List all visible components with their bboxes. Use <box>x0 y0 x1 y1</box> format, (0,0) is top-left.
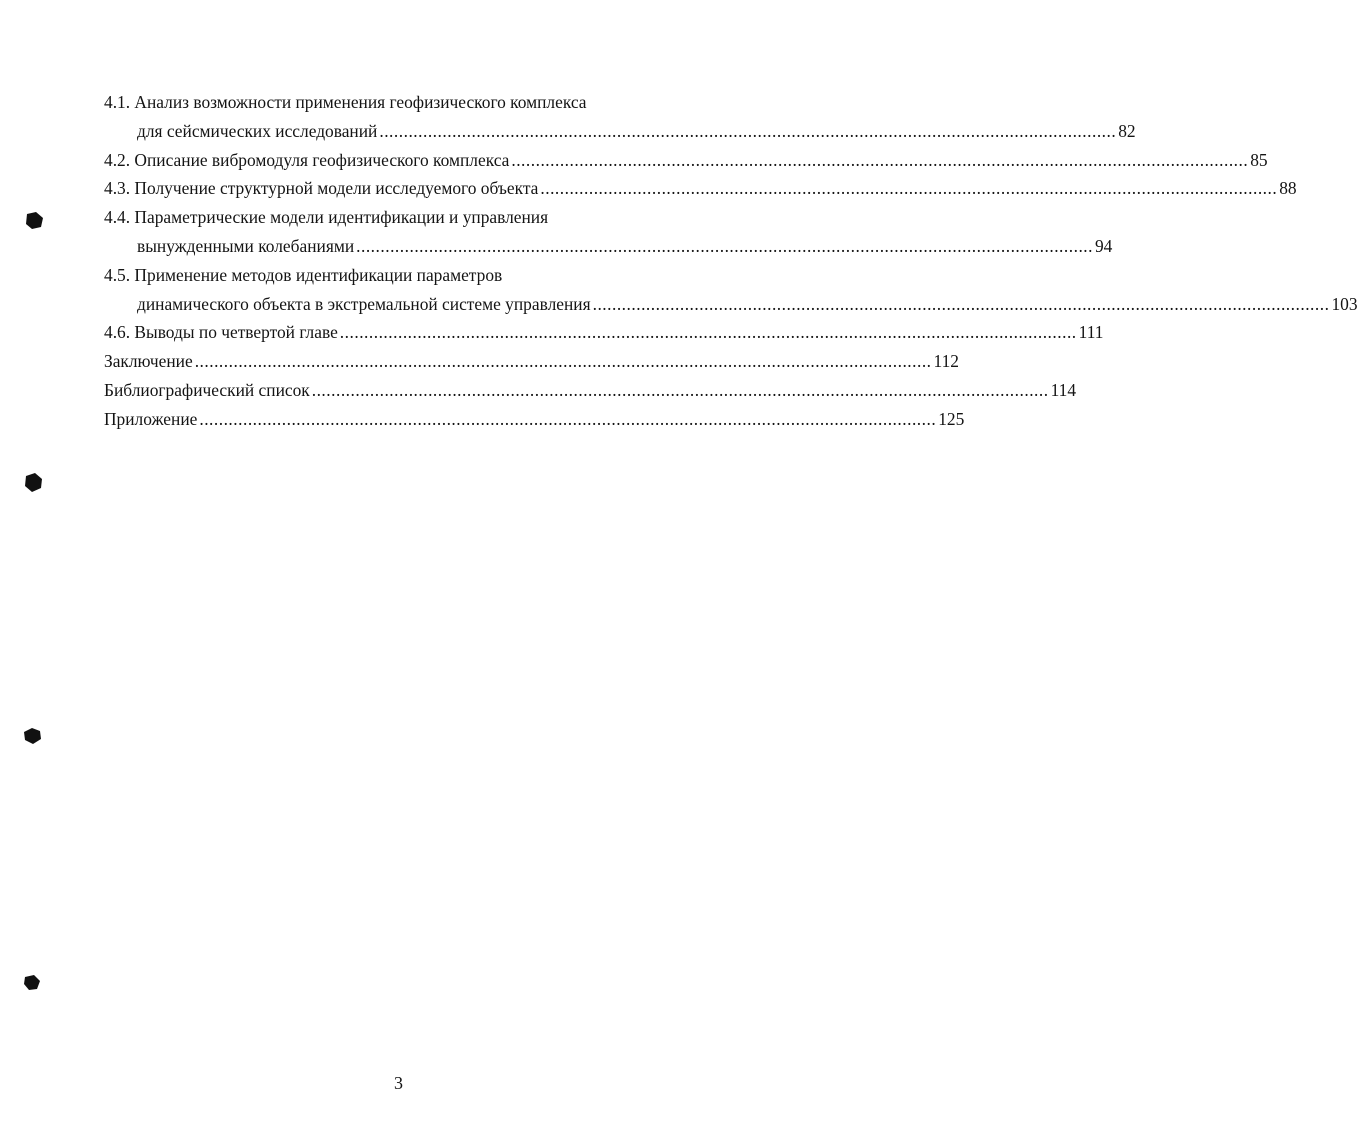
toc-entry-4-4[interactable] <box>104 232 1113 261</box>
binder-hole-3 <box>20 725 44 747</box>
leader-dots: ........................................................................................................................................................ <box>194 351 932 372</box>
leader-dots: ........................................................................................................................................................ <box>540 178 1278 199</box>
toc-entry-4-4-heading <box>104 203 758 232</box>
leader-dots: ........................................................................................................................................................ <box>339 322 1077 343</box>
toc-page-number: 112 <box>933 351 959 372</box>
binder-hole-2 <box>20 470 46 496</box>
leader-dots: ........................................................................................................................................................ <box>356 235 1093 256</box>
table-of-contents <box>104 88 1358 434</box>
toc-page-number: 111 <box>1078 322 1104 343</box>
toc-entry-title: Приложение <box>104 408 198 429</box>
toc-entry-title: вынужденными колебаниями <box>137 235 355 256</box>
toc-entry-4-2[interactable] <box>104 146 1268 175</box>
toc-entry-4-5[interactable] <box>104 290 1358 319</box>
toc-entry-title: 4.6. Выводы по четвертой главе <box>104 322 338 343</box>
toc-page-number: 88 <box>1279 178 1297 199</box>
toc-entry-title: динамического объекта в экстремальной системе управления <box>137 293 591 314</box>
binder-hole-4 <box>20 972 44 994</box>
toc-entry-title: 4.4. Параметрические модели идентификации и управления <box>104 207 549 228</box>
toc-entry-title: Заключение <box>104 351 193 372</box>
toc-entry-bibliography[interactable] <box>104 376 1077 405</box>
toc-entry-4-1-heading <box>104 88 758 117</box>
toc-entry-title: 4.2. Описание вибромодуля геофизического комплекса <box>104 149 510 170</box>
toc-entry-4-1[interactable] <box>104 117 1136 146</box>
leader-dots: ........................................................................................................................................................ <box>311 379 1049 400</box>
toc-entry-title: 4.3. Получение структурной модели исследуемого объекта <box>104 178 539 199</box>
toc-page-number: 103 <box>1331 293 1358 314</box>
toc-entry-conclusion[interactable] <box>104 347 959 376</box>
toc-page-number: 85 <box>1250 149 1268 170</box>
leader-dots: ........................................................................................................................................................ <box>199 408 937 429</box>
toc-entry-4-5-heading <box>104 261 758 290</box>
toc-page-number: 114 <box>1050 379 1077 400</box>
toc-page-number: 82 <box>1118 120 1136 141</box>
toc-entry-title: 4.1. Анализ возможности применения геофизического комплекса <box>104 92 587 112</box>
toc-entry-title: для сейсмических исследований <box>137 120 378 141</box>
leader-dots: ........................................................................................................................................................ <box>511 149 1249 170</box>
leader-dots: ........................................................................................................................................................ <box>379 120 1117 141</box>
toc-entry-title: 4.5. Применение методов идентификации параметров <box>104 264 503 285</box>
toc-page-number: 125 <box>938 408 965 429</box>
toc-entry-appendix[interactable] <box>104 405 965 434</box>
toc-page-number: 94 <box>1094 235 1113 256</box>
toc-entry-4-3[interactable] <box>104 174 1297 203</box>
leader-dots: ........................................................................................................................................................ <box>592 293 1330 314</box>
binder-hole-1 <box>22 210 46 232</box>
toc-entry-4-6[interactable] <box>104 318 1104 347</box>
toc-entry-title: Библиографический список <box>104 379 310 400</box>
page-number: 3 <box>394 1073 403 1093</box>
